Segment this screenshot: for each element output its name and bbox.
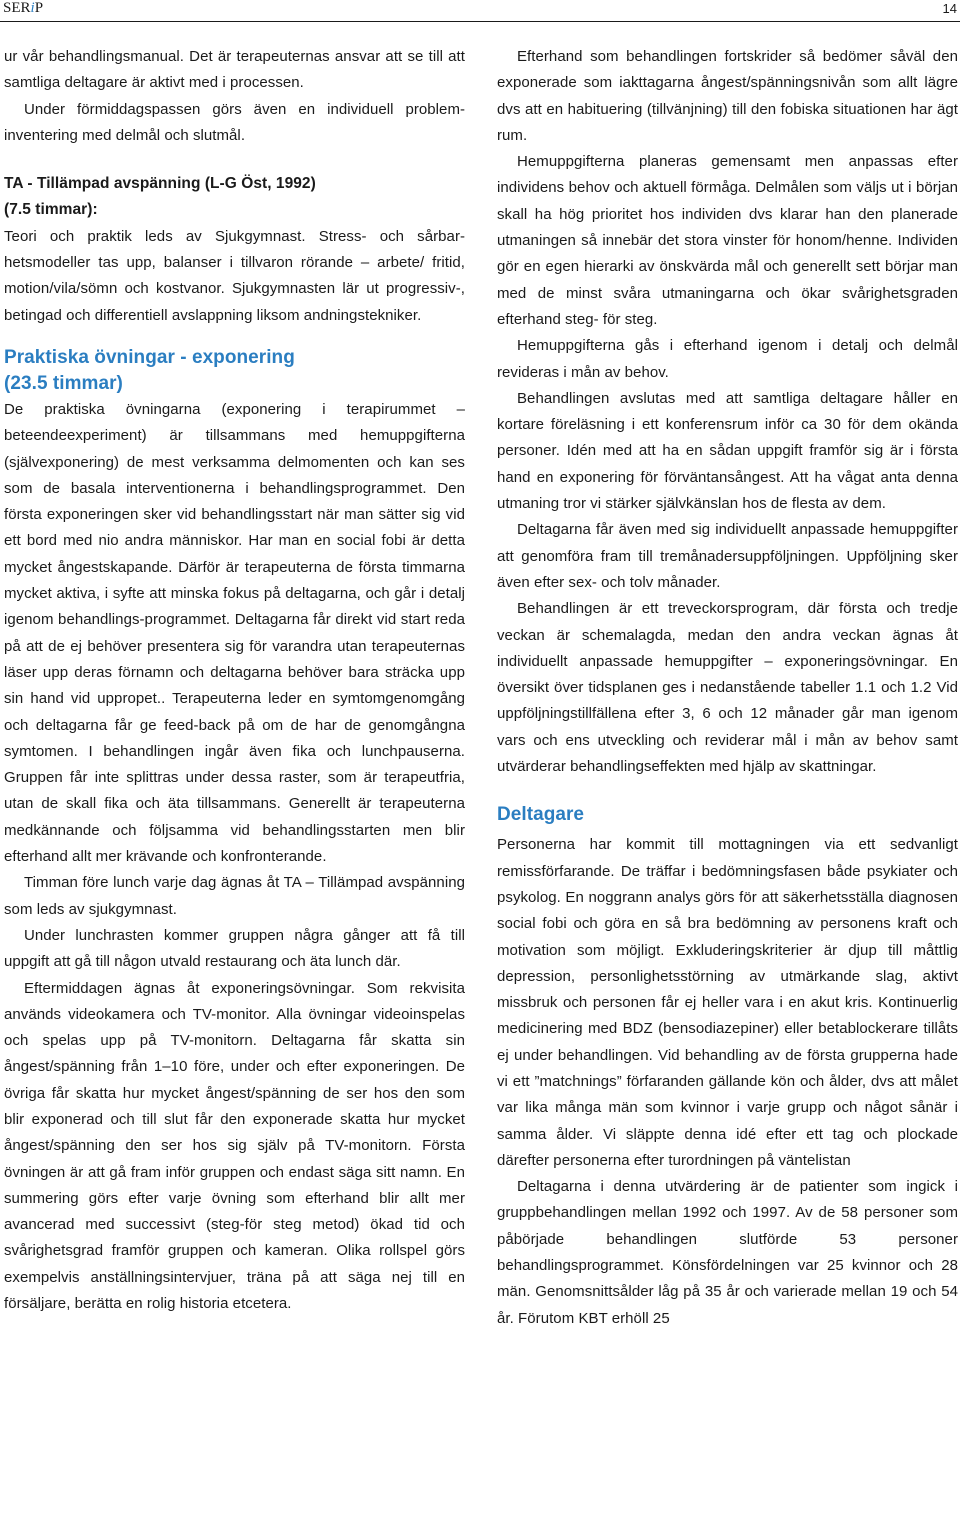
right-column bbox=[497, 44, 958, 1332]
ta-heading-duration: (7.5 timmar): bbox=[4, 201, 98, 219]
paragraph-right-5: Deltagarna får även med sig individuellt anpassade hemuppgifter att genomföra fram till tremånadersuppföljningen. Uppföljning sker även efter sex- och tolv månader. bbox=[497, 521, 958, 591]
paragraph-right-1: Efterhand som behandlingen fortskrider så bedömer såväl den exponerade som iakttagarna ångest/spänningsnivån som allt lägre dvs att en habituering (tillvänjning) till den fobiska situationen har ägt rum. bbox=[497, 48, 958, 144]
section-title-exponering-duration: (23.5 timmar) bbox=[4, 372, 123, 394]
paragraph-praktiska-1: De praktiska övningarna (exponering i terapirummet – beteendeexperiment) är tillsammans med hemuppgifterna (självexponering) de mest verksamma delmomenten och kan ses som de basala interventionerna i behandlingsprogrammet. Den första exponeringen sker vid behandlingsstart när man sätter sig vid ett bord med nio andra människor. Har man en social fobi är detta mycket ångestskapande. Därför är terapeuterna de första timmarna mycket aktiva, i syfte att minska fokus på deltagarna, och går i detalj igenom behandlings-programmet. Deltagarna får direkt vid start reda på att de ej behöver presentera sig för varandra utan terapeuternas läser upp deras förnamn och deltagarna behöver bara sträcka upp sin hand vid uppropet.. Terapeuterna leder en symtomgenomgång och deltagarna får ge feed-back på om de har de genomgångna symtomen. I behandlingen ingår även fika och lunchpauserna. Gruppen får inte splittras under dessa raster, som är terapeutfria, utan de skall fika och äta tillsammans. Generellt är terapeuterna medkännande och följsamma vid behandlingsstarten men blir efterhand allt mer krävande och konfronterande. bbox=[4, 400, 465, 866]
page-header bbox=[0, 0, 960, 22]
paragraph-intro: ur vår behandlingsmanual. Det är terapeuternas ansvar att se till att samtliga deltagare är aktivt med i processen. bbox=[4, 48, 465, 92]
left-column bbox=[4, 44, 465, 1317]
paragraph-praktiska-3: Under lunchrasten kommer gruppen några gånger att få till uppgift att gå till någon utvald restaurang och äta lunch där. bbox=[4, 926, 465, 971]
paragraph-ta: Teori och praktik leds av Sjukgymnast. Stress- och sårbarhetsmodeller tas upp, balanser i tillvaron rörande – arbete/ fritid, motion/vila/sömn och kostvanor. Sjukgymnasten lär ut progressiv-, betingad och differentiell avslappning liksom andningstekniker. bbox=[4, 227, 465, 324]
page-number: 14 bbox=[942, 1, 957, 16]
section-title-exponering: Praktiska övningar - exponering bbox=[4, 346, 295, 368]
brand-logo: SERiP bbox=[3, 0, 44, 16]
paragraph-praktiska-4: Eftermiddagen ägnas åt exponeringsövningar. Som rekvisita används videokamera och TV-monitor. Alla övningar videoinspelas och spelas upp på TV-monitorn. Deltagarna får skatta sin ångest/spänning från 1–10 före, under och efter exponeringen. De övriga får skatta hur mycket ångest/spänning de ser hos den som blir exponerad och till slut får den exponerade skatta hur mycket ångest/spänning den ser hos sig själv på TV-monitorn. Första övningen är att gå fram inför gruppen och endast säga sitt namn. En summering görs efter varje övning som efterhand blir allt mer avancerad med successivt (steg-för steg metod) ökad tid och svårighetsgrad framför gruppen och kameran. Olika rollspel görs exempelvis anställningsintervjuer, träna på att säga nej till en försäljare, berätta en rolig historia etcetera. bbox=[4, 979, 465, 1313]
ta-heading: TA - Tillämpad avspänning (L-G Öst, 1992) bbox=[4, 175, 316, 193]
paragraph-right-2: Hemuppgifterna planeras gemensamt men anpassas efter individens behov och aktuell förmåga. Delmålen som väljs ut i början skall ha hög prioritet hos individen dvs klarar han den planerade utmaningen så innebär det stora vinster för honom/henne. Individen gör en egen hierarki av önskvärda mål och generellt sett börjar man med de minst svåra utmaningarna och ökar svårighetsgraden efterhand steg- för steg. bbox=[497, 153, 958, 328]
paragraph-right-4: Behandlingen avslutas med att samtliga deltagare håller en kortare föreläsning i ett konferensrum inför ca 30 för dem okända personer. Idén med att ha en sådan uppgift framför sig är i första hand en exponering för förväntansångest. Att ha vågat anta denna utmaning tror vi stärker självkänslan hos de flesta av dem. bbox=[497, 389, 958, 513]
paragraph-deltagare-1: Personerna har kommit till mottagningen via ett sedvanligt remissförfarande. De träffar i bedömningsfasen både psykiater och psykolog. En noggrann analys görs för att säkerhetsställa diagnosen social fobi och göra en så bra bedömning av personens kraft och motivation som möjligt. Exkluderingskriterier är djup till måttlig depression, personlighetsstörning av utmärkande slag, aktivt missbruk och personen får ej heller vara i en akut kris. Kontinuerlig medicinering med BDZ (bensodiazepiner) eller betablockerare tillåts ej under behandlingen. Vid behandling av de första grupperna hade vi ett ”matchnings” förfaranden gällande kön och ålder, dvs att målet var lika många män som kvinnor i varje grupp och något sånär i samma ålder. Vi släppte denna idé efter ett tag och plockade därefter personerna efter turordningen på väntelistan bbox=[497, 836, 958, 1169]
paragraph-right-6: Behandlingen är ett treveckorsprogram, där första och tredje veckan är schemalagda, medan den andra veckan ägnas åt individuellt anpassade hemuppgifter – exponeringsövningar. En översikt över tidsplanen ges i nedanstående tabeller 1.1 och 1.2 Vid uppföljningstillfällena efter 3, 6 och 12 månader går man igenom vars och ens utveckling och reviderar mål i mån av behov samt utvärderar behandlingseffekten med hjälp av skattningar. bbox=[497, 600, 958, 776]
section-title-deltagare: Deltagare bbox=[497, 804, 585, 826]
paragraph-deltagare-2: Deltagarna i denna utvärdering är de patienter som ingick i gruppbehandlingen mellan 1992 och 1997. Av de 58 personer som påbörjade behandlingen slutförde 53 personer behandlingsprogrammet. Könsfördelningen var 25 kvinnor och 28 män. Genomsnittsålder låg på 35 år och varierade mellan 19 och 54 år. Förutom KBT erhöll 25 bbox=[497, 1178, 958, 1327]
paragraph-right-3: Hemuppgifterna gås i efterhand igenom i detalj och delmål revideras i mån av behov. bbox=[497, 337, 958, 381]
header-divider bbox=[0, 21, 960, 22]
paragraph-intro-2: Under förmiddagspassen görs även en individuell probleminventering med delmål och slutmål. bbox=[4, 100, 465, 144]
paragraph-praktiska-2: Timman före lunch varje dag ägnas åt TA – Tillämpad avspänning som leds av sjukgymnast. bbox=[4, 874, 465, 918]
